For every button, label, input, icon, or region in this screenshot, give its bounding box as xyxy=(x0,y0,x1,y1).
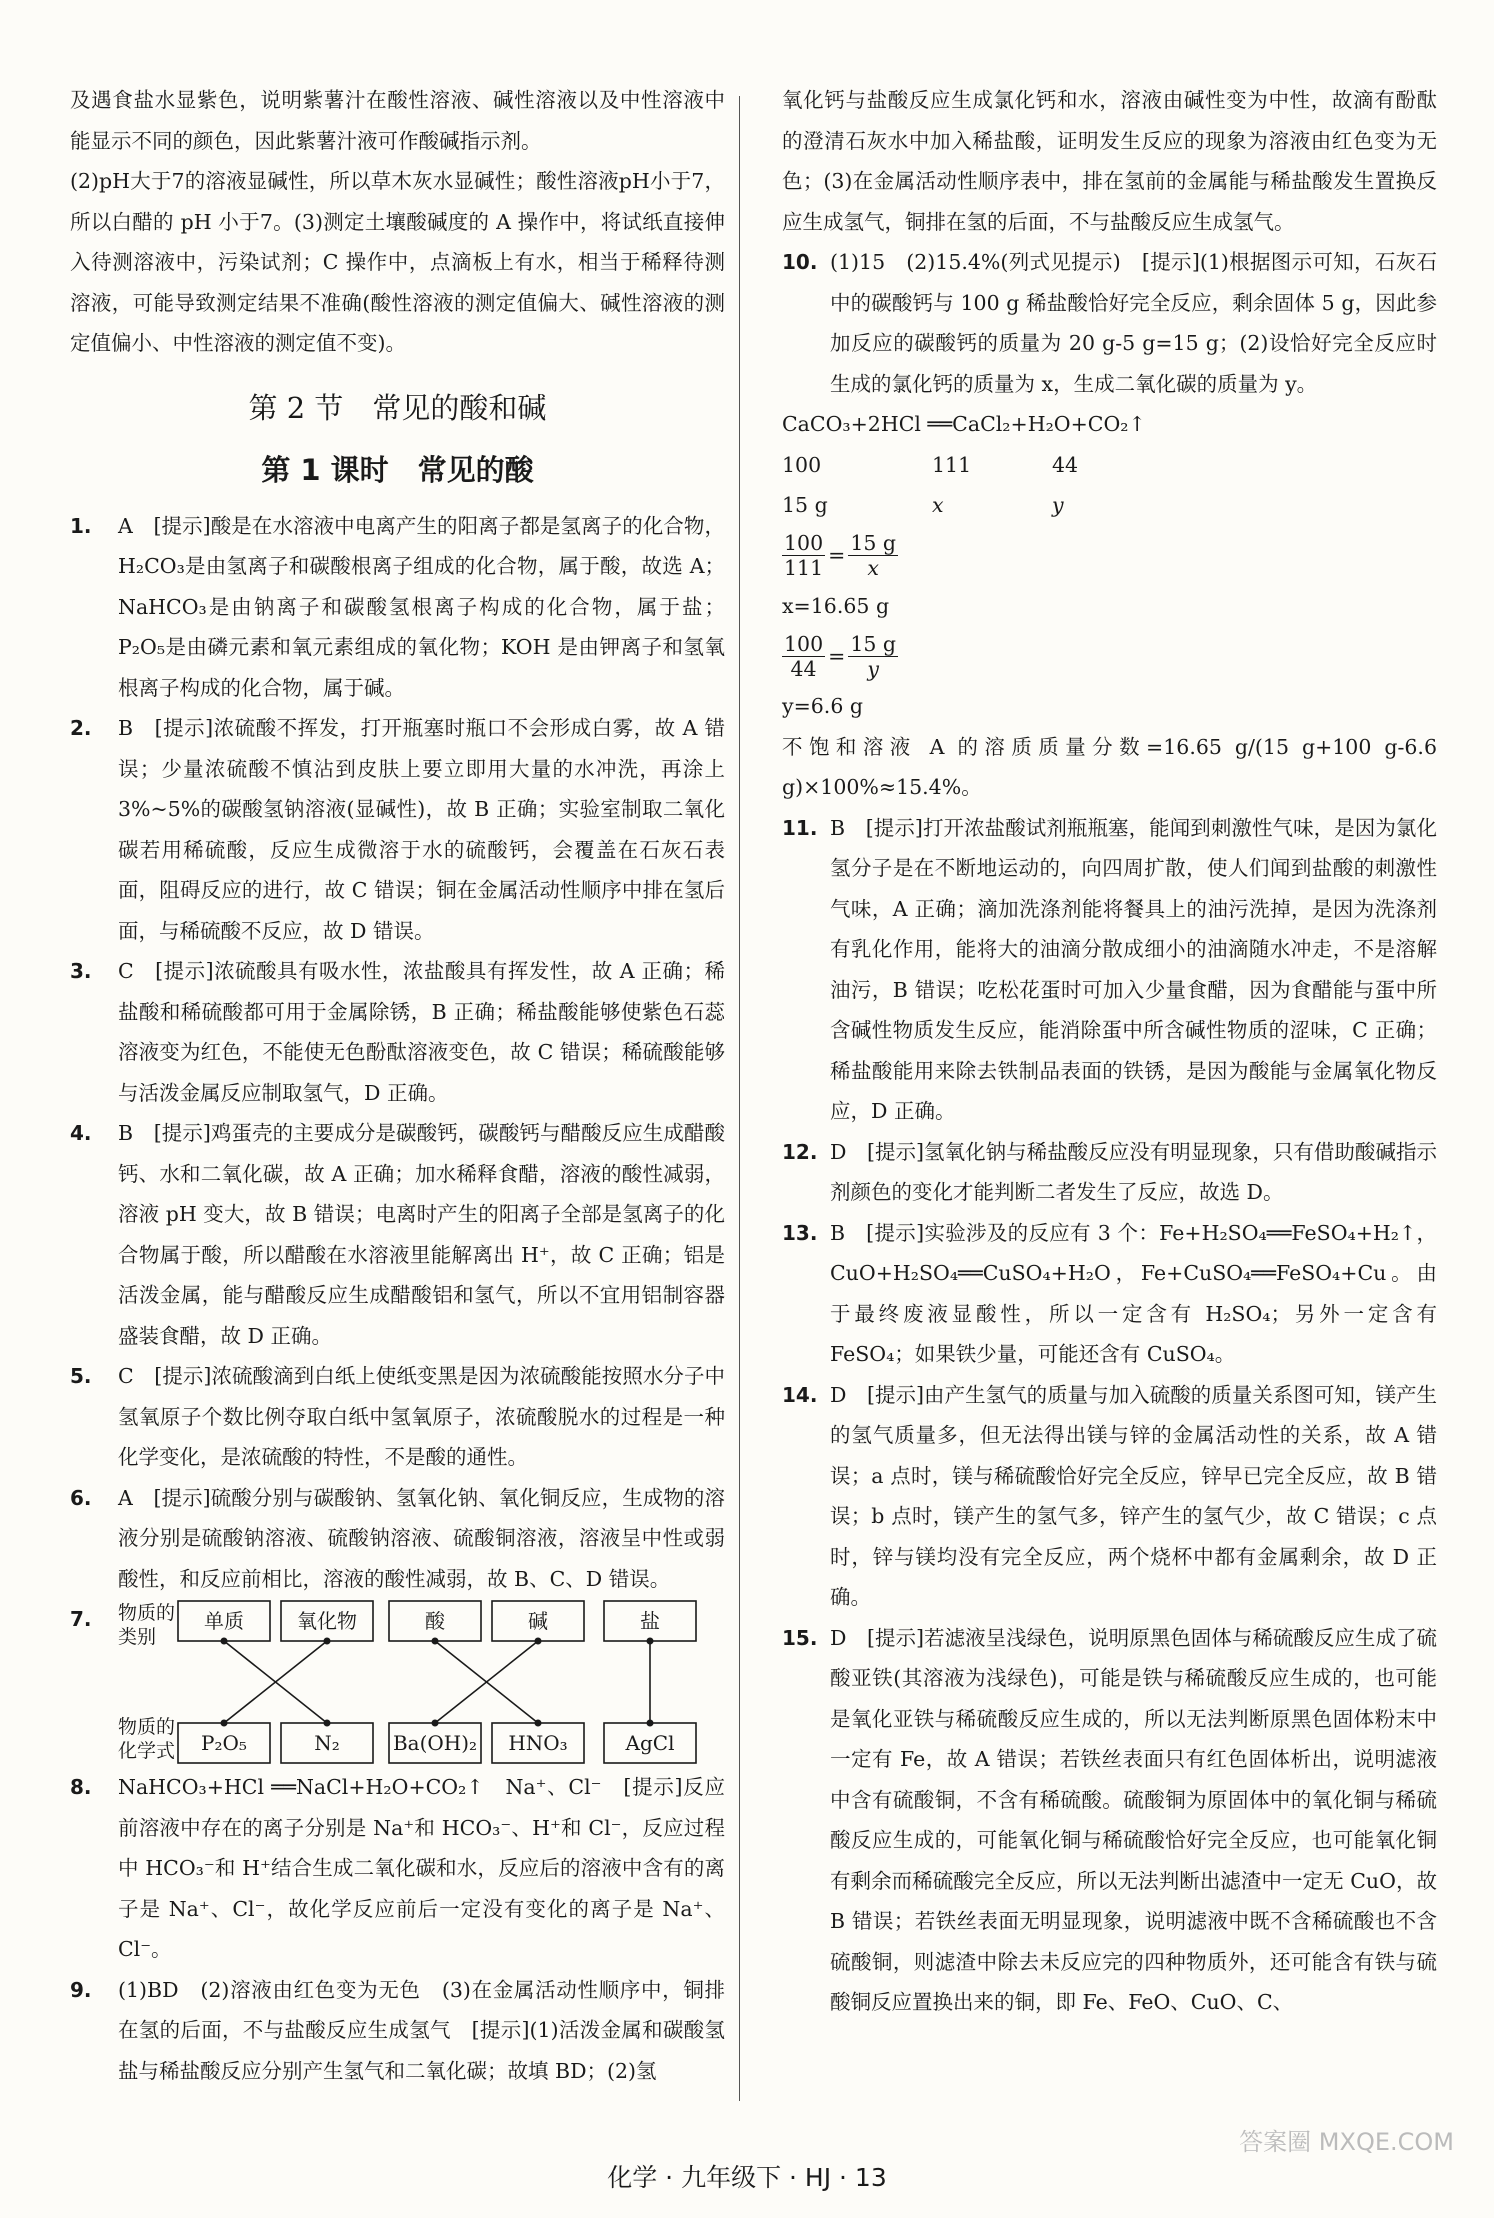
item-number: 12. xyxy=(782,1139,818,1164)
category-label: 单质 xyxy=(204,1609,244,1633)
item-number: 15. xyxy=(782,1625,818,1650)
connector-dot xyxy=(432,1720,439,1727)
item-text: C [提示]浓硫酸具有吸水性，浓盐酸具有挥发性，故 A 正确；稀盐酸和稀硫酸都可用于金属除锈，B 正确；稀盐酸能够使紫色石蕊溶液变为红色，不能使无色酚酞溶液变色，故 C 错误；稀硫酸能够与活泼金属反应制取氢气，D 正确。 xyxy=(118,959,725,1105)
connector-dot xyxy=(535,1720,542,1727)
item-text: B [提示]浓硫酸不挥发，打开瓶塞时瓶口不会形成白雾，故 A 错误；少量浓硫酸不慎沾到皮肤上要立即用大量的水冲洗，再涂上3%~5%的碳酸氢钠溶液(显碱性)，故 B 正确；实验室制取二氧化碳若用稀硫酸，反应生成微溶于水的硫酸钙，会覆盖在石灰石表面，阻碍反应的进行，故 C 错误；铜在金属活动性顺序中排在氢后面，与稀硫酸不反应，故 D 错误。 xyxy=(118,716,725,943)
proportion-x: $\frac{100}{111}$ = $\frac{15 g}{x}$ xyxy=(784,531,897,580)
item-text: B [提示]打开浓盐酸试剂瓶瓶塞，能闻到刺激性气味，是因为氯化氢分子是在不断地运动的，向四周扩散，使人们闻到盐酸的刺激性气味，A 正确；滴加洗涤剂能将餐具上的油污洗掉，是因为洗涤剂有乳化作用，能将大的油滴分散成细小的油滴随水冲走，不是溶解油污，B 错误；吃松花蛋时可加入少量食醋，因为食醋能与蛋中所含碱性物质发生反应，能消除蛋中所含碱性物质的涩味，C 正确；稀盐酸能用来除去铁制品表面的铁锈，是因为酸能与金属氧化物反应，D 正确。 xyxy=(830,815,1437,1123)
fraction: $\frac{100}{44}$ xyxy=(784,631,824,681)
connector-dot xyxy=(647,1638,654,1645)
matching-diagram-item xyxy=(70,1599,725,1767)
matching-diagram xyxy=(118,1599,725,1765)
given-mass-row: 15 g x y xyxy=(782,493,1064,517)
item-number: 1. xyxy=(70,513,92,538)
item-number: 8. xyxy=(70,1775,92,1799)
item-text: A [提示]酸是在水溶液中电离产生的阳离子都是氢离子的化合物，H₂CO₃是由氢离子和碳酸根离子组成的化合物，属于酸，故选 A；NaHCO₃是由钠离子和碳酸氢根离子构成的化合物，属于盐；P₂O₅是由磷元素和氧元素组成的氧化物；KOH 是由钾离子和氢氧根离子构成的化合物，属于碱。 xyxy=(118,513,725,700)
molar-mass-row: 100 111 44 xyxy=(782,452,1079,477)
lesson-title: 第 1 课时 常见的酸 xyxy=(261,452,534,487)
item-number: 10. xyxy=(782,250,818,274)
item-text: D [提示]若滤液呈浅绿色，说明原黑色固体与稀硫酸反应生成了硫酸亚铁(其溶液为浅绿色)，可能是铁与稀硫酸反应生成的，也可能是氧化亚铁与稀硫酸反应生成的，所以无法判断原黑色固体粉末中一定有 Fe，故 A 错误；若铁丝表面只有红色固体析出，说明滤液中含有硫酸铜，不含有稀硫酸。硫酸铜为原固体中的氧化铜与稀硫酸反应生成的，可能氧化铜与稀硫酸恰好完全反应，也可能氧化铜有剩余而稀硫酸完全反应，所以无法判断出滤渣中一定无 CuO，故 B 错误；若铁丝表面无明显现象，说明滤液中既不含稀硫酸也不含硫酸铜，则滤渣中除去未反应完的四种物质外，还可能含有铁与硫酸铜反应置换出来的铜，即 Fe、FeO、CuO、C、 xyxy=(830,1625,1437,2014)
formula-label: AgCl xyxy=(625,1731,675,1755)
category-label: 酸 xyxy=(425,1609,445,1633)
connector-dot xyxy=(324,1720,331,1727)
item-number: 6. xyxy=(70,1485,92,1510)
item-text: NaHCO₃+HCl ══NaCl+H₂O+CO₂↑ Na⁺、Cl⁻ [提示]反应前溶液中存在的离子分别是 Na⁺和 HCO₃⁻、H⁺和 Cl⁻，反应过程中 HCO₃⁻和 H⁺结合生成二氧化碳和水，反应后的溶液中含有的离子是 Na⁺、Cl⁻，故化学反应前后一定没有变化的离子是 Na⁺、Cl⁻。 xyxy=(118,1775,725,1961)
proportion-y: $\frac{100}{44}$ = $\frac{15 g}{y}$ xyxy=(784,631,897,681)
row-label-category: 物质的 xyxy=(118,1602,176,1624)
left-column xyxy=(70,80,725,2091)
column-divider xyxy=(739,96,740,2101)
section-title: 第 2 节 常见的酸和碱 xyxy=(248,390,547,425)
connector-dot xyxy=(432,1638,439,1645)
answer-item xyxy=(70,708,725,951)
q9-continuation: 氧化钙与盐酸反应生成氯化钙和水，溶液由碱性变为中性，故滴有酚酞的澄清石灰水中加入稀盐酸，证明发生反应的现象为溶液由红色变为无色；(3)在金属活动性顺序表中，排在氢前的金属能与稀盐酸发生置换反应生成氢气，铜排在氢的后面，不与盐酸反应生成氢气。 xyxy=(782,88,1437,234)
intro-paragraph-2: (2)pH大于7的溶液显碱性，所以草木灰水显碱性；酸性溶液pH小于7，所以白醋的 pH 小于7。(3)测定土壤酸碱度的 A 操作中，将试纸直接伸入待测溶液中，污染试剂；C 操作中，点滴板上有水，相当于稀释待测溶液，可能导致测定结果不准确(酸性溶液的测定值偏大、碱性溶液的测定值偏小、中性溶液的测定值不变)。 xyxy=(70,169,725,355)
page-footer: 化学 · 九年级下 · HJ · 13 xyxy=(607,2163,887,2192)
fraction: $\frac{15 g}{y}$ xyxy=(850,631,897,681)
connector-dot xyxy=(647,1720,654,1727)
item-number: 9. xyxy=(70,1977,92,2002)
answer-item-10 xyxy=(782,242,1437,404)
answer-item xyxy=(782,1375,1437,1618)
category-label: 盐 xyxy=(640,1609,660,1633)
formula-label: P₂O₅ xyxy=(201,1731,247,1755)
category-label: 碱 xyxy=(528,1609,548,1633)
answer-item xyxy=(70,1356,725,1478)
answer-item xyxy=(782,1213,1437,1375)
item-text: B [提示]鸡蛋壳的主要成分是碳酸钙，碳酸钙与醋酸反应生成醋酸钙、水和二氧化碳，故 A 正确；加水稀释食醋，溶液的酸性减弱，溶液 pH 变大，故 B 错误；电离时产生的阳离子全部是氢离子的化合物属于酸，所以醋酸在水溶液里能解离出 H⁺，故 C 正确；铝是活泼金属，能与醋酸反应生成醋酸铝和氢气，所以不宜用铝制容器盛装食醋，故 D 正确。 xyxy=(118,1121,725,1348)
answer-item xyxy=(70,951,725,1113)
fraction: $\frac{15 g}{x}$ xyxy=(850,531,897,580)
chemical-equation: CaCO₃+2HCl ══CaCl₂+H₂O+CO₂↑ xyxy=(782,412,1146,436)
item-number: 2. xyxy=(70,716,92,740)
item-text: A [提示]硫酸分别与碳酸钠、氢氧化钠、氧化铜反应，生成物的溶液分别是硫酸钠溶液、硫酸钠溶液、硫酸铜溶液，溶液呈中性或弱酸性，和反应前相比，溶液的酸性减弱，故 B、C、D 错误。 xyxy=(118,1485,725,1591)
answer-item xyxy=(70,1478,725,1600)
connector-dot xyxy=(324,1638,331,1645)
formula-label: N₂ xyxy=(314,1731,340,1755)
row-label-formula: 物质的 xyxy=(118,1716,176,1738)
answer-item xyxy=(70,1113,725,1356)
formula-label: HNO₃ xyxy=(508,1731,568,1755)
connector-dot xyxy=(221,1720,228,1727)
connector-dot xyxy=(535,1638,542,1645)
answer-item xyxy=(70,1970,725,2092)
category-label: 氧化物 xyxy=(297,1609,357,1633)
intro-paragraph-1: 及遇食盐水显紫色，说明紫薯汁在酸性溶液、碱性溶液以及中性溶液中能显示不同的颜色，因此紫薯汁液可作酸碱指示剂。 xyxy=(70,88,725,153)
answer-item xyxy=(782,1132,1437,1213)
y-result: y=6.6 g xyxy=(782,694,863,718)
right-column xyxy=(782,80,1437,2023)
item-text: (1)15 (2)15.4%(列式见提示) [提示](1)根据图示可知，石灰石中的碳酸钙与 100 g 稀盐酸恰好完全反应，剩余固体 5 g，因此参加反应的碳酸钙的质量为 20 g-5 g=15 g；(2)设恰好完全反应时生成的氯化钙的质量为 x，生成二氧化碳的质量为 y。 xyxy=(830,250,1437,396)
formula-label: Ba(OH)₂ xyxy=(392,1731,478,1755)
q10-conclusion: 不饱和溶液 A 的溶质质量分数=16.65 g/(15 g+100 g-6.6 g)×100%≈15.4%。 xyxy=(782,734,1437,799)
item-number: 3. xyxy=(70,959,92,983)
answer-item xyxy=(782,1618,1437,2023)
answer-item xyxy=(70,506,725,709)
item-text: D [提示]由产生氢气的质量与加入硫酸的质量关系图可知，镁产生的氢气质量多，但无法得出镁与锌的金属活动性的关系，故 A 错误；a 点时，镁与稀硫酸恰好完全反应，锌早已完全反应，故 B 错误；b 点时，镁产生的氢气多，锌产生的氢气少，故 C 错误；c 点时，锌与镁均没有完全反应，两个烧杯中都有金属剩余，故 D 正确。 xyxy=(830,1382,1437,1609)
item-text: B [提示]实验涉及的反应有 3 个：Fe+H₂SO₄══FeSO₄+H₂↑，CuO+H₂SO₄══CuSO₄+H₂O，Fe+CuSO₄══FeSO₄+Cu。由于最终废液显酸性，所以一定含有 H₂SO₄；另外一定含有 FeSO₄；如果铁少量，可能还含有 CuSO₄。 xyxy=(830,1220,1437,1366)
item-number: 14. xyxy=(782,1382,818,1407)
item-number: 11. xyxy=(782,815,818,840)
answer-item xyxy=(782,808,1437,1132)
item-text: (1)BD (2)溶液由红色变为无色 (3)在金属活动性顺序中，铜排在氢的后面，不与盐酸反应生成氢气 [提示](1)活泼金属和碳酸氢盐与稀盐酸反应分别产生氢气和二氧化碳；故填 BD；(2)氢 xyxy=(118,1977,725,2083)
x-result: x=16.65 g xyxy=(782,593,890,618)
row-label-category: 类别 xyxy=(118,1626,157,1648)
connector-dot xyxy=(221,1638,228,1645)
item-text: C [提示]浓硫酸滴到白纸上使纸变黑是因为浓硫酸能按照水分子中氢氧原子个数比例夺取白纸中氢氧原子，浓硫酸脱水的过程是一种化学变化，是浓硫酸的特性，不是酸的通性。 xyxy=(118,1364,725,1469)
item-number: 13. xyxy=(782,1220,818,1245)
item-text: D [提示]氢氧化钠与稀盐酸反应没有明显现象，只有借助酸碱指示剂颜色的变化才能判断二者发生了反应，故选 D。 xyxy=(830,1139,1437,1204)
row-label-formula: 化学式 xyxy=(118,1740,176,1762)
answer-item xyxy=(70,1767,725,1970)
watermark: 答案圈 MXQE.COM xyxy=(1239,2128,1454,2156)
item-number: 7. xyxy=(70,1607,92,1631)
fraction: $\frac{100}{111}$ xyxy=(784,531,824,580)
item-number: 5. xyxy=(70,1364,92,1388)
item-number: 4. xyxy=(70,1121,92,1145)
